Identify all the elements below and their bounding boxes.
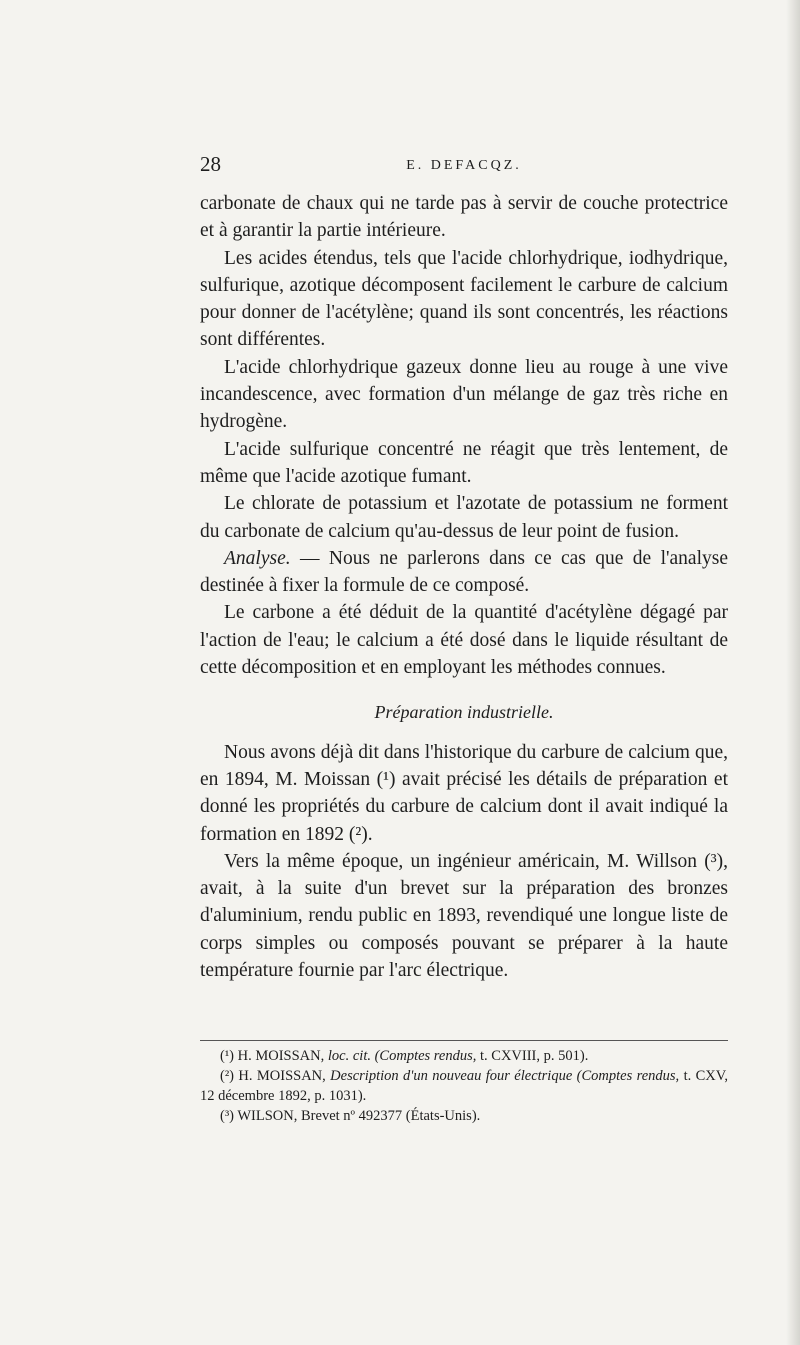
footnote-3 <box>200 1106 728 1126</box>
footnote-3-ref: Brevet nº 492377 (États-Unis). <box>301 1108 481 1124</box>
running-head: E. DEFACQZ. <box>406 158 522 173</box>
paragraph-continuation: carbonate de chaux qui ne tarde pas à servir de couche protectrice et à garantir la partie intérieure. <box>200 193 728 242</box>
footnote-2 <box>200 1066 728 1106</box>
footnote-3-author: WILSON, <box>237 1108 302 1124</box>
footnote-3-mark: (³) <box>220 1108 238 1124</box>
footnote-2-mark: (²) <box>220 1068 239 1084</box>
page-header <box>200 152 728 182</box>
paragraph-willson: Vers la même époque, un ingénieur américain, M. Willson (³), avait, à la suite d'un brevet sur la préparation des bronzes d'aluminium, rendu public en 1893, revendiqué une longue liste de corps simples ou composés pouvant se préparer à la haute température fournie par l'arc électrique. <box>200 850 728 982</box>
footnote-1-ref: t. CXVIII, p. 501). <box>476 1048 589 1064</box>
footnote-2-ref: t. CXV, 12 décembre 1892, p. 1031). <box>200 1068 728 1104</box>
page-number: 28 <box>200 152 221 176</box>
paragraph-hydrochloric-gas: L'acide chlorhydrique gazeux donne lieu au rouge à une vive incandescence, avec formation d'un mélange de gaz très riche en hydrogène. <box>200 356 728 433</box>
footnote-1-mark: (¹) <box>220 1048 238 1064</box>
footnote-2-title: Description d'un nouveau four électrique (Comptes rendus, <box>330 1068 680 1084</box>
footnote-divider <box>200 1040 728 1041</box>
footnote-1-author: H. MOISSAN, <box>237 1048 328 1064</box>
paragraph-carbon: Le carbone a été déduit de la quantité d'acétylène dégagé par l'action de l'eau; le calcium a été dosé dans le liquide résultant de cette décomposition et en employant les méthodes connues. <box>200 602 728 679</box>
analysis-text: — Nous ne parlerons dans ce cas que de l'analyse destinée à fixer la formule de ce composé. <box>200 547 728 597</box>
footnote-1 <box>200 1046 728 1066</box>
paragraph-analysis <box>200 545 728 600</box>
footnote-1-title: loc. cit. (Comptes rendus, <box>327 1048 477 1064</box>
paragraph-chlorate: Le chlorate de potassium et l'azotate de potassium ne forment du carbonate de calcium qu'au-dessus de leur point de fusion. <box>200 493 728 542</box>
paragraph-moissan: Nous avons déjà dit dans l'historique du carbure de calcium que, en 1894, M. Moissan (¹) avait précisé les détails de préparation et donné les propriétés du carbure de calcium dont il avait indiqué la formation en 1892 (²). <box>200 741 728 845</box>
paragraph-sulfuric-acid: L'acide sulfurique concentré ne réagit que très lentement, de même que l'acide azotique fumant. <box>200 438 728 487</box>
analysis-label: Analyse. <box>224 547 291 569</box>
section-title: Préparation industrielle. <box>374 702 554 723</box>
paragraph-dilute-acids: Les acides étendus, tels que l'acide chlorhydrique, iodhydrique, sulfurique, azotique décomposent facilement le carbure de calcium pour donner de l'acétylène; quand ils sont concentrés, les réactions sont différentes. <box>200 247 728 351</box>
body-text <box>200 190 728 984</box>
page-edge-shadow <box>786 0 800 1345</box>
footnote-2-author: H. MOISSAN, <box>238 1068 331 1084</box>
footnotes <box>200 1046 728 1126</box>
